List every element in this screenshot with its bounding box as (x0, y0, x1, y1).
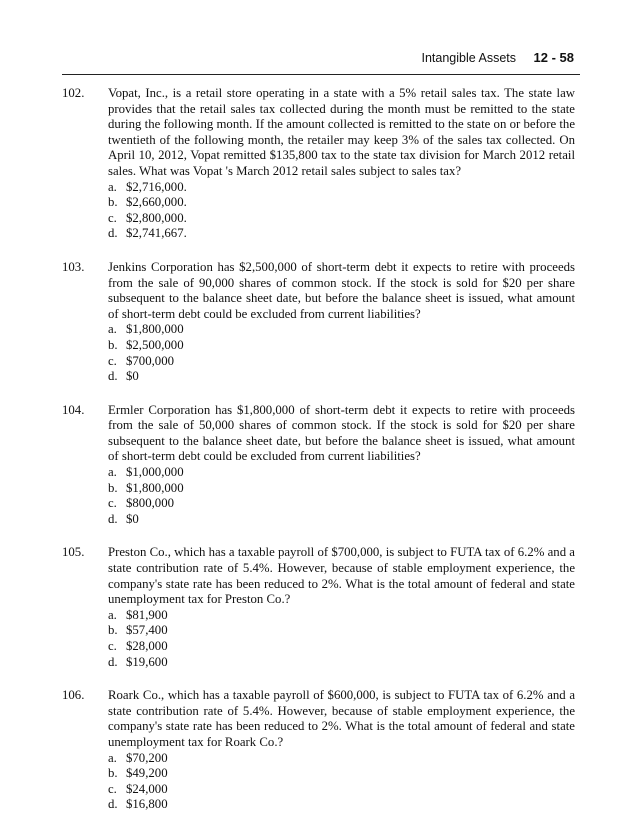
answer-options (108, 180, 575, 242)
question-body (108, 403, 575, 528)
answer-option (108, 751, 575, 767)
answer-option (108, 655, 575, 671)
question-stem: Ermler Corporation has $1,800,000 of short-term debt it expects to retire with proceeds from the sale of 50,000 shares of common stock. If the stock is sold for $20 per share subsequent to the balance sheet date, but before the balance sheet is issued, what amount of short-term debt could be excluded from current liabilities? (108, 402, 575, 464)
answer-option (108, 481, 575, 497)
answer-option (108, 496, 575, 512)
answer-option (108, 211, 575, 227)
question-body (108, 260, 575, 385)
answer-option (108, 338, 575, 354)
option-letter: d. (108, 511, 118, 526)
option-letter: b. (108, 480, 118, 495)
option-letter: a. (108, 465, 117, 480)
option-text: $0 (126, 511, 139, 526)
answer-option (108, 782, 575, 798)
question-stem: Roark Co., which has a taxable payroll of $600,000, is subject to FUTA tax of 6.2% and a state contribution rate of 5.4%. However, because of stable employment experience, the company's state rate has been reduced to 2%. What is the total amount of federal and state unemployment tax for Roark Co.? (108, 688, 575, 749)
option-letter: a. (108, 750, 117, 765)
option-letter: c. (108, 496, 117, 511)
option-letter: b. (108, 623, 118, 638)
question-number: 103. (62, 259, 85, 274)
option-letter: b. (108, 195, 118, 210)
option-text: $81,900 (126, 607, 168, 622)
option-letter: b. (108, 337, 118, 352)
question-body (108, 688, 575, 813)
option-text: $19,600 (126, 654, 168, 669)
option-text: $800,000 (126, 496, 174, 511)
option-text: $2,500,000 (126, 337, 184, 352)
option-text: $1,000,000 (126, 465, 184, 480)
question-number: 104. (62, 402, 85, 417)
option-letter: b. (108, 766, 118, 781)
answer-option (108, 608, 575, 624)
question-104 (62, 403, 575, 528)
option-letter: d. (108, 226, 118, 241)
question-106 (62, 688, 575, 813)
answer-option (108, 369, 575, 385)
page-number: 12 - 58 (533, 50, 574, 65)
option-letter: c. (108, 639, 117, 653)
option-text: $700,000 (126, 353, 174, 368)
question-stem: Preston Co., which has a taxable payroll of $700,000, is subject to FUTA tax of 6.2% and a state contribution rate of 5.4%. However, because of stable employment experience, the company's state rate has been reduced to 2%. What is the total amount of federal and state unemployment tax for Preston Co.? (108, 545, 575, 607)
question-102 (62, 86, 575, 242)
option-letter: a. (108, 322, 117, 337)
answer-option (108, 465, 575, 481)
question-stem: Jenkins Corporation has $2,500,000 of short-term debt it expects to retire with proceeds from the sale of 90,000 shares of common stock. If the stock is sold for $20 per share subsequent to the balance sheet date, but before the balance sheet is issued, what amount of short-term debt could be excluded from current liabilities? (108, 259, 575, 321)
option-letter: a. (108, 179, 117, 194)
answer-option (108, 322, 575, 338)
answer-option (108, 639, 575, 655)
question-number: 106. (62, 688, 85, 703)
answer-options (108, 465, 575, 527)
option-text: $57,400 (126, 623, 168, 638)
header-title: Intangible Assets (421, 51, 516, 65)
question-stem: Vopat, Inc., is a retail store operating in a state with a 5% retail sales tax. The state law provides that the retail sales tax collected during the month must be remitted to the state during the following month. If the amount collected is remitted to the state on or before the twentieth of the following month, the retailer may keep 3% of the sales tax collected. On April 10, 2012, Vopat remitted $135,800 tax to the state tax division for March 2012 retail sales. What was Vopat 's March 2012 retail sales subject to sales tax? (108, 86, 575, 178)
option-text: $1,800,000 (126, 322, 184, 337)
option-text: $2,741,667. (126, 226, 187, 241)
option-text: $2,660,000. (126, 195, 187, 210)
question-body (108, 545, 575, 670)
answer-option (108, 195, 575, 211)
option-letter: c. (108, 353, 117, 368)
option-text: $70,200 (126, 750, 168, 765)
answer-option (108, 354, 575, 370)
question-number: 102. (62, 86, 85, 100)
question-number: 105. (62, 545, 85, 560)
answer-options (108, 751, 575, 813)
page-header (62, 48, 580, 75)
option-letter: d. (108, 654, 118, 669)
answer-option (108, 623, 575, 639)
option-letter: d. (108, 369, 118, 384)
option-letter: d. (108, 797, 118, 812)
question-body (108, 86, 575, 242)
option-letter: c. (108, 781, 117, 796)
answer-option (108, 180, 575, 196)
option-text: $28,000 (126, 639, 168, 653)
option-text: $2,716,000. (126, 179, 187, 194)
option-text: $49,200 (126, 766, 168, 781)
question-105 (62, 545, 575, 670)
option-text: $0 (126, 369, 139, 384)
option-text: $24,000 (126, 781, 168, 796)
option-letter: a. (108, 607, 117, 622)
answer-option (108, 797, 575, 813)
question-list (62, 86, 575, 831)
question-103 (62, 260, 575, 385)
answer-option (108, 226, 575, 242)
answer-option (108, 512, 575, 528)
answer-option (108, 766, 575, 782)
answer-options (108, 322, 575, 384)
option-text: $16,800 (126, 797, 168, 812)
option-text: $1,800,000 (126, 480, 184, 495)
option-text: $2,800,000. (126, 210, 187, 225)
option-letter: c. (108, 210, 117, 225)
answer-options (108, 608, 575, 670)
